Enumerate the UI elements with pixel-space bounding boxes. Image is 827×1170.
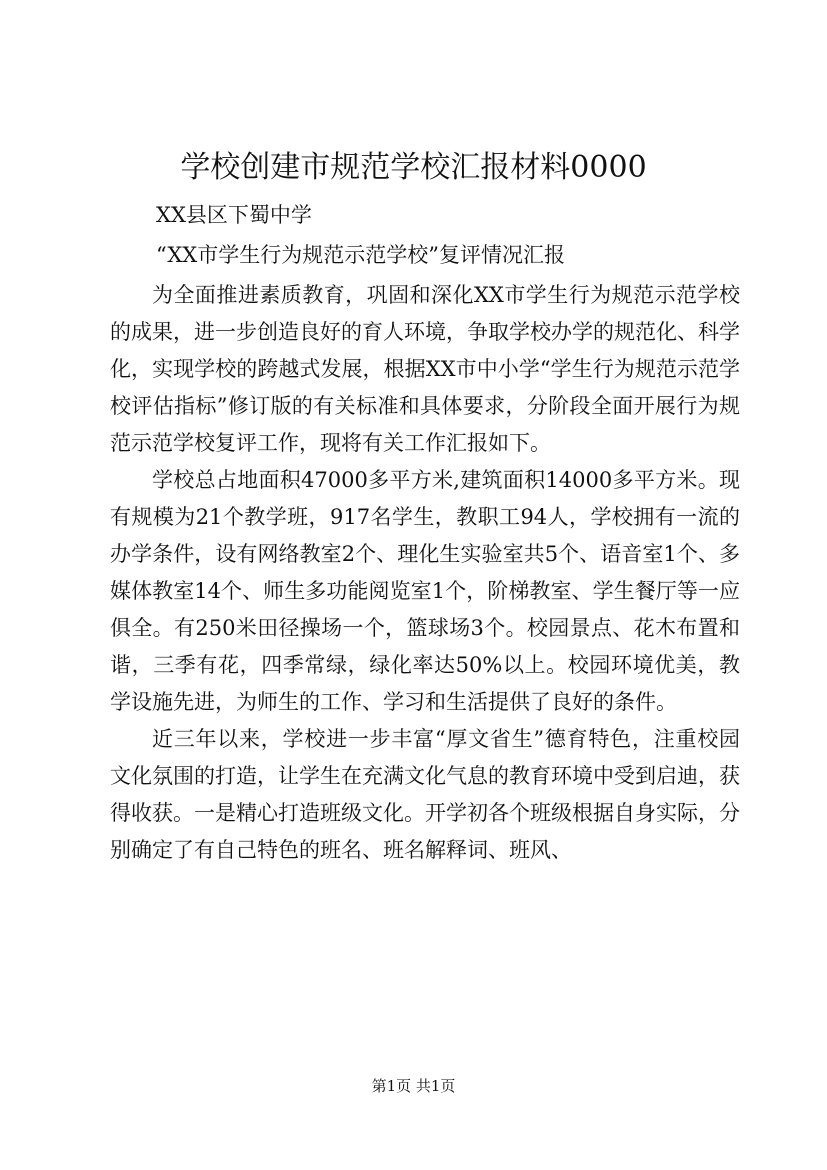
document-body xyxy=(110,277,740,869)
paragraph-school-culture: 近三年以来，学校进一步丰富“厚文省生”德育特色，注重校园文化氛围的打造，让学生在充满文化气息的教育环境中受到启迪，获得收获。一是精心打造班级文化。开学初各个班级根据自身实际，分别确定了有自己特色的班名、班名解释词、班风、 xyxy=(110,727,740,862)
paragraph-school-facilities: 学校总占地面积47000多平方米,建筑面积14000多平方米。现有规模为21个教学班，917名学生，教职工94人，学校拥有一流的办学条件，设有网络教室2个、理化生实验室共5个、语音室1个、多媒体教室14个、师生多功能阅览室1个，阶梯教室、学生餐厅等一应俱全。有250米田径操场一个，篮球场3个。校园景点、花木布置和谐，三季有花，四季常绿，绿化率达50%以上。校园环境优美，教学设施先进，为师生的工作、学习和生活提供了良好的条件。 xyxy=(110,468,740,714)
page-footer: 第1页 共1页 xyxy=(371,1077,456,1095)
school-name-line: XX县区下蜀中学 xyxy=(156,203,312,227)
document-title: 学校创建市规范学校汇报材料0000 xyxy=(180,150,647,185)
paragraph-intro: 为全面推进素质教育，巩固和深化XX市学生行为规范示范学校的成果，进一步创造良好的育人环境，争取学校办学的规范化、科学化，实现学校的跨越式发展，根据XX市中小学“学生行为规范示范学校评估指标”修订版的有关标准和具体要求，分阶段全面开展行为规范示范学校复评工作，现将有关工作汇报如下。 xyxy=(110,283,740,455)
report-topic-line: “XX市学生行为规范示范学校”复评情况汇报 xyxy=(156,243,565,267)
